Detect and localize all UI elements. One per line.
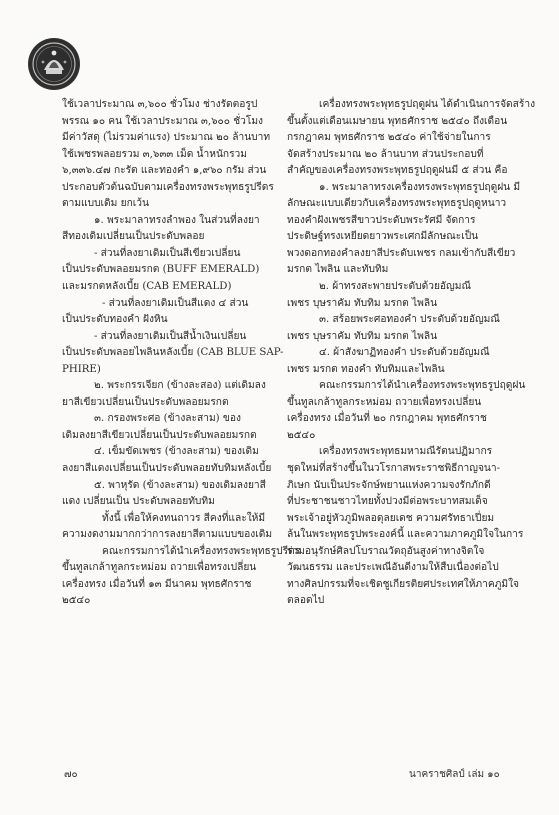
text-line: ๔. ผ้าสังฆาฏิทองคำ ประดับด้วยอัญมณี [319, 347, 490, 359]
text-line: เดิมลงยาสีเขียวเปลี่ยนเป็นประดับพลอยมรกต [62, 429, 257, 441]
text-line: ๖,๓๓๖.๔๗ กะรัต และทองคำ ๑,๙๖๐ กรัม ส่วน [62, 165, 267, 177]
text-line: มรกต ไพลิน และทับทิม [287, 264, 389, 276]
text-line: และมรกตหลังเบี้ย (CAB EMERALD) [62, 281, 232, 293]
text-line: คณะกรรมการได้นำเครื่องทรงพระพุทธรูปฤดูฝน [319, 380, 526, 392]
text-line: ลักษณะแบบเดียวกับเครื่องทรงพระพุทธรูปฤดูหนาว [287, 198, 507, 210]
text-line: มีค่าวัสดุ (ไม่รวมค่าแรง) ประมาณ ๒๐ ล้านบาท [62, 132, 271, 144]
text-line: ตลอดไป [287, 595, 325, 607]
text-line: จัดสร้างประมาณ ๒๐ ล้านบาท ส่วนประกอบที่ [287, 148, 484, 160]
text-line: ร่วมอนุรักษ์ศิลปโบราณวัตถุอันสูงค่าทางจิตใจ [287, 545, 485, 557]
text-line: ภิเษก นับเป็นประจักษ์พยานแห่งความจงรักภักดี [287, 479, 491, 491]
text-line: ขึ้นทูลเกล้าทูลกระหม่อม ถวายเพื่อทรงเปลี่ยน [287, 396, 482, 408]
text-line: ทั้งนี้ เพื่อให้คงทนถาวร สีคงที่และให้มี [102, 512, 266, 524]
text-line: เพชร บุษราคัม ทับทิม มรกต ไพลิน [287, 297, 438, 309]
text-line: พวงดอกทองคำลงยาสีประดับเพชร กลมเข้ากับสีเขียว [287, 247, 516, 259]
text-line: ใช้เพชรพลอยรวม ๓,๖๓๓ เม็ด น้ำหนักรวม [62, 148, 247, 160]
text-line: - ส่วนที่ลงยาเดิมเป็นสีเขียวเปลี่ยน [94, 247, 241, 259]
text-line: ล้นในพระพุทธรูปพระองค์นี้ และความภาคภูมิใจในการ [287, 529, 524, 541]
text-line: คณะกรรมการได้นำเครื่องทรงพระพุทธรูปรีดร [102, 545, 301, 557]
seal-emblem-icon [28, 38, 80, 90]
text-line: ๑. พระมาลาทรงลำพอง ในส่วนที่ลงยา [94, 214, 260, 226]
right-text-column [287, 97, 536, 610]
text-line: ขึ้นทูลเกล้าทูลกระหม่อม ถวายเพื่อทรงเปลี่ยน [62, 562, 257, 574]
left-text-column [62, 97, 301, 610]
text-line: กรกฎาคม พุทธศักราช ๒๕๔๐ ค่าใช้จ่ายในการ [287, 132, 491, 144]
text-line: ๒. พระกรรเจียก (ข้างละสอง) แต่เดิมลง [94, 380, 266, 392]
text-line: ที่ประชาชนชาวไทยทั้งปวงมีต่อพระบาทสมเด็จ [287, 496, 488, 508]
text-line: ใช้เวลาประมาณ ๓,๖๐๐ ชั่วโมง ช่างรัดตอรูป [62, 99, 258, 110]
text-line: เครื่องทรงพระพุทธรูปฤดูฝน ได้ดำเนินการจัดสร้าง [319, 99, 536, 110]
text-line: ทางศิลปกรรมที่จะเชิดชูเกียรติยศประเทศให้ภาคภูมิใจ [287, 578, 520, 590]
text-line: พรรณ ๑๐ คน ใช้เวลาประมาณ ๓,๖๐๐ ชั่วโมง [62, 115, 264, 127]
text-line: ๑. พระมาลาทรงเครื่องทรงพระพุทธรูปฤดูฝน มี [319, 181, 521, 193]
text-line: ยาสีเขียวเปลี่ยนเป็นประดับพลอยมรกต [62, 396, 229, 408]
text-line: สีทองเดิมเปลี่ยนเป็นประดับพลอย [62, 231, 205, 243]
text-line: ชุดใหม่ที่สร้างขึ้นในวโรกาสพระราชพิธีกาญจนา- [287, 463, 501, 475]
text-line: ๒๕๔๐ [62, 595, 91, 607]
text-line: PHIRE) [62, 363, 101, 375]
text-line: เครื่องทรง เมื่อวันที่ ๑๓ มีนาคม พุทธศักราช [62, 578, 252, 590]
text-line: เป็นประดับพลอยมรกต (BUFF EMERALD) [62, 264, 260, 276]
journal-running-footer: นาคราชศิลป์ เล่ม ๑๐ [409, 769, 500, 780]
text-line: ประกอบตัวต้นฉบับตามเครื่องทรงพระพุทธรูปรีดร [62, 181, 274, 193]
text-line: ๒. ผ้าทรงสะพายประดับด้วยอัญมณี [319, 281, 471, 293]
text-line: ตามแบบเดิม ยกเว้น [62, 198, 149, 210]
text-line: ลงยาสีแดงเปลี่ยนเป็นประดับพลอยทับทิมหลังเบี้ย [62, 463, 272, 475]
text-line: ๓. กรองพระศอ (ข้างละสาม) ของ [94, 413, 241, 425]
text-line: ๓. สร้อยพระศอทองคำ ประดับด้วยอัญมณี [319, 314, 500, 326]
text-line: ๔. เข็มขัดเพชร (ข้างละสาม) ของเดิม [94, 446, 259, 458]
text-line: เพชร มรกต ทองคำ ทับทิมและไพลิน [287, 363, 445, 375]
page-number: ๗๐ [64, 769, 78, 780]
text-line: ทองคำฝังเพชรสีขาวประดับพระรัศมี จัดการ [287, 214, 476, 226]
text-line: เป็นประดับพลอยไพลินหลังเบี้ย (CAB BLUE SAP- [62, 347, 284, 359]
text-line: เป็นประดับทองคำ ฝังหิน [62, 314, 168, 326]
text-line: ๒๕๔๐ [287, 429, 316, 441]
text-line: - ส่วนที่ลงยาเดิมเป็นสีแดง ๔ ส่วน [102, 297, 249, 309]
text-line: ความงดงามมากกว่าการลงยาสีตามแบบของเดิม [62, 529, 273, 541]
text-line: เพชร บุษราคัม ทับทิม มรกต ไพลิน [287, 330, 438, 342]
text-line: ขึ้นตั้งแต่เดือนเมษายน พุทธศักราช ๒๕๔๐ ถึงเดือน [287, 115, 508, 127]
text-line: ประดิษฐ์ทรงเหยียดยาวพระเศกมีลักษณะเป็น [287, 231, 479, 243]
text-line: วัฒนธรรม และประเพณีอันดีงามให้สืบเนื่องต่อไป [287, 562, 499, 574]
text-line: เครื่องทรงพระพุทธมหามณีรัตนปฏิมากร [319, 446, 493, 458]
text-line: พระเจ้าอยู่หัวภูมิพลอดุลยเดช ความศรัทธาเปี่ยม [287, 512, 495, 524]
text-line: - ส่วนที่ลงยาเดิมเป็นสีน้ำเงินเปลี่ยน [94, 330, 247, 342]
text-line: แดง เปลี่ยนเป็น ประดับพลอยทับทิม [62, 496, 215, 508]
text-line: เครื่องทรง เมื่อวันที่ ๒๐ กรกฎาคม พุทธศักราช [287, 413, 487, 425]
text-line: สำคัญของเครื่องทรงพระพุทธรูปฤดูฝนมี ๕ ส่วน คือ [287, 165, 508, 177]
text-line: ๕. พาหุรัด (ข้างละสาม) ของเดิมลงยาสี [94, 479, 266, 491]
